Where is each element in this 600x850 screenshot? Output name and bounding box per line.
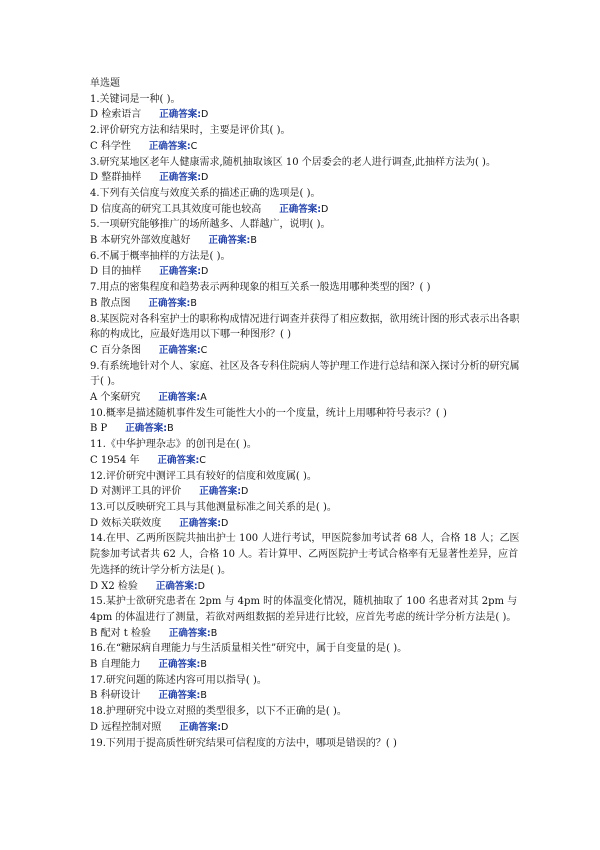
answer-line	[90, 233, 520, 249]
correct-answer-value: D	[201, 109, 209, 121]
answer-line	[90, 264, 520, 280]
answer-choice: B 散点图	[90, 297, 131, 309]
correct-answer-label: 正确答案:	[199, 486, 242, 498]
correct-answer-value: B	[210, 627, 218, 639]
question-text: 15.某护士欲研究患者在 2pm 与 4pm 时的体温变化情况，随机抽取了 100 名患者对其 2pm 与 4pm 的体温进行了测量，若欲对两组数据的差异进行比较，应首先考虑的统计学分析方法是( )。	[90, 596, 518, 623]
correct-answer-label: 正确答案:	[159, 109, 202, 121]
correct-answer-value: B	[200, 690, 207, 702]
question-text: 19.下列用于提高质性研究结果可信程度的方法中，哪项是错误的？( )	[90, 737, 397, 749]
answer-choice: C 科学性	[90, 140, 131, 152]
question-text: 5.一项研究能够推广的场所越多、人群越广，说明( )。	[90, 219, 331, 231]
answer-choice: B 自理能力	[90, 659, 141, 671]
answer-choice: D 整群抽样	[90, 172, 142, 184]
question-text: 12.评价研究中测评工具有较好的信度和效度属( )。	[90, 470, 317, 482]
answer-choice: D 检索语言	[90, 109, 142, 121]
question-text: 4.下列有关信度与效度关系的描述正确的选项是( )。	[90, 187, 321, 199]
answer-line	[90, 421, 520, 437]
question-text: 11.《中华护理杂志》的创刊是在( )。	[90, 439, 257, 451]
correct-answer-label: 正确答案:	[125, 423, 168, 435]
correct-answer-label: 正确答案:	[159, 266, 202, 278]
correct-answer-label: 正确答案:	[279, 203, 322, 215]
answer-choice: D 效标关联效度	[90, 517, 162, 529]
answer-line	[90, 657, 520, 673]
answer-line	[90, 579, 520, 595]
correct-answer-value: D	[221, 721, 229, 733]
answer-line	[90, 720, 520, 736]
answer-choice: C 百分条图	[90, 344, 141, 356]
correct-answer-value: A	[200, 392, 207, 404]
correct-answer-value: C	[199, 454, 206, 466]
answer-line	[90, 688, 520, 704]
answer-choice: B P	[90, 423, 108, 435]
correct-answer-label: 正确答案:	[155, 580, 198, 592]
correct-answer-value: C	[190, 140, 198, 152]
answer-choice: D 远程控制对照	[90, 721, 162, 733]
question-text: 13.可以反映研究工具与其他测量标准之间关系的是( )。	[90, 501, 337, 513]
correct-answer-label: 正确答案:	[168, 627, 211, 639]
correct-answer-value: B	[250, 235, 257, 247]
answer-choice: B 配对 t 检验	[90, 627, 151, 639]
answer-choice: D 信度高的研究工具其效度可能也较高	[90, 203, 262, 215]
question-text: 1.关键词是一种( )。	[90, 93, 181, 105]
answer-line	[90, 139, 520, 155]
correct-answer-label: 正确答案:	[208, 235, 251, 247]
correct-answer-value: D	[241, 486, 249, 498]
answer-line	[90, 626, 520, 642]
answer-line	[90, 170, 520, 186]
question-text: 16.在“糖尿病自理能力与生活质量相关性”研究中，属于自变量的是( )。	[90, 643, 408, 655]
question-text: 6.不属于概率抽样的方法是( )。	[90, 250, 231, 262]
question-text: 3.研究某地区老年人健康需求,随机抽取该区 10 个居委会的老人进行调查,此抽样方法为( )。	[90, 156, 496, 168]
correct-answer-value: C	[200, 344, 208, 356]
question-text: 14.在甲、乙两所医院共抽出护士 100 人进行考试，甲医院参加考试者 68 人，合格 18 人；乙医院参加考试者共 62 人，合格 10 人。若计算甲、乙两医院护士考试合格率有无显著性差异，应首先选择的统计学分析方法是( )。	[90, 533, 520, 576]
correct-answer-label: 正确答案:	[148, 297, 191, 309]
answer-choice: C 1954 年	[90, 454, 140, 466]
correct-answer-label: 正确答案:	[158, 344, 201, 356]
answer-line	[90, 296, 520, 312]
correct-answer-label: 正确答案:	[159, 172, 202, 184]
correct-answer-label: 正确答案:	[158, 392, 201, 404]
answer-line	[90, 202, 520, 218]
question-text: 17.研究问题的陈述内容可用以指导( )。	[90, 674, 267, 686]
answer-choice: A 个案研究	[90, 392, 141, 404]
answer-line	[90, 484, 520, 500]
question-text: 2.评价研究方法和结果时，主要是评价其( )。	[90, 125, 291, 137]
answer-choice: B 本研究外部效度越好	[90, 235, 191, 247]
correct-answer-label: 正确答案:	[158, 690, 201, 702]
correct-answer-value: B	[190, 297, 197, 309]
question-text: 10.概率是描述随机事件发生可能性大小的一个度量，统计上用哪种符号表示？( )	[90, 407, 447, 419]
question-text: 7.用点的密集程度和趋势表示两种现象的相互关系一般选用哪种类型的图？( )	[90, 282, 431, 294]
correct-answer-value: D	[201, 172, 209, 184]
correct-answer-value: D	[197, 580, 205, 592]
question-text: 9.有系统地针对个人、家庭、社区及各专科住院病人等护理工作进行总结和深入探讨分析的研究属于( )。	[90, 360, 520, 388]
correct-answer-value: B	[200, 659, 207, 671]
question-text: 18.护理研究中设立对照的类型很多，以下不正确的是( )。	[90, 706, 347, 718]
correct-answer-value: D	[321, 203, 329, 215]
answer-line	[90, 516, 520, 532]
correct-answer-label: 正确答案:	[179, 721, 222, 733]
answer-line	[90, 390, 520, 406]
section-title: 单选题	[90, 78, 120, 89]
correct-answer-value: B	[167, 423, 174, 435]
answer-line	[90, 343, 520, 359]
correct-answer-label: 正确答案:	[148, 140, 191, 152]
correct-answer-value: D	[221, 517, 229, 529]
answer-choice: D X2 检验	[90, 580, 138, 592]
answer-line	[90, 453, 520, 469]
correct-answer-value: D	[201, 266, 209, 278]
question-text: 8.某医院对各科室护士的职称构成情况进行调查并获得了相应数据，欲用统计图的形式表示出各职称的构成比，应最好选用以下哪一种图形？( )	[90, 313, 520, 341]
correct-answer-label: 正确答案:	[158, 659, 201, 671]
answer-choice: D 目的抽样	[90, 266, 142, 278]
answer-choice: D 对测评工具的评价	[90, 486, 182, 498]
correct-answer-label: 正确答案:	[157, 454, 200, 466]
answer-choice: B 科研设计	[90, 690, 141, 702]
answer-line	[90, 107, 520, 123]
question-list	[90, 76, 520, 751]
correct-answer-label: 正确答案:	[179, 517, 222, 529]
